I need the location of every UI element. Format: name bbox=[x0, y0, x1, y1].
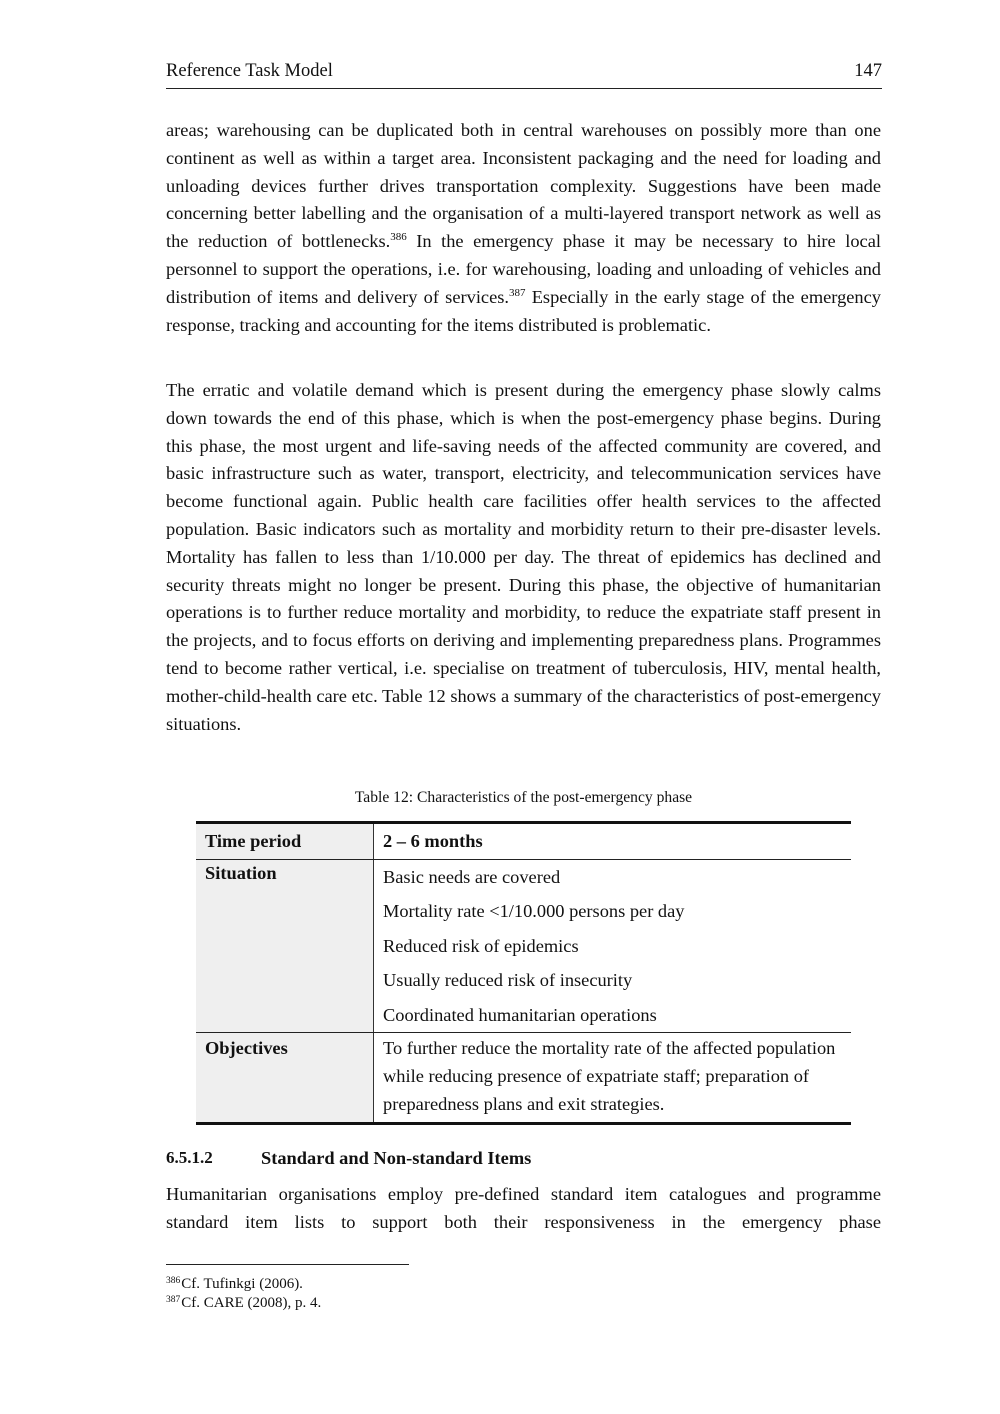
paragraph-text: areas; warehousing can be duplicated both in central warehouses on possibly more than one continent as well as within a target area. Inconsistent packaging and the need for loading and unloading devices further drives transportation complexity. Suggestions have been made concerning better labelling and the organisation of a multi-layered transport network as well as the reduction of bottlenecks.$^{386}$ In the emergency phase it may be necessary to hire local personnel to support the operations, i.e. for warehousing, loading and unloading of vehicles and distribution of items and delivery of services.$^{387}$ Especially in the early stage of the emergency response, tracking and accounting for the items distributed is problematic. bbox=[166, 120, 881, 335]
footnotes bbox=[166, 1275, 321, 1313]
section-heading bbox=[166, 1145, 531, 1171]
footnote-387: $^{387}$Cf. CARE (2008), p. 4. bbox=[166, 1295, 322, 1311]
characteristics-table bbox=[196, 821, 851, 1125]
running-header bbox=[166, 58, 882, 89]
situation-item: Usually reduced risk of insecurity bbox=[383, 970, 633, 991]
footnote-386: $^{386}$Cf. Tufinkgi (2006). bbox=[166, 1276, 303, 1292]
table-row-situation bbox=[196, 860, 851, 1033]
running-title: Reference Task Model bbox=[166, 61, 333, 81]
row-value: 2 – 6 months bbox=[374, 823, 852, 860]
paragraph-standard-items bbox=[166, 1181, 881, 1237]
row-label: Situation bbox=[196, 860, 374, 1033]
table-caption: Table 12: Characteristics of the post-emergency phase bbox=[354, 789, 693, 806]
footnote-ref-386[interactable]: 386 bbox=[390, 231, 407, 244]
situation-item: Mortality rate <1/10.000 persons per day bbox=[383, 901, 685, 922]
footnote-separator bbox=[166, 1264, 409, 1265]
row-label: Objectives bbox=[196, 1032, 374, 1123]
footnote-ref-387[interactable]: 387 bbox=[509, 286, 526, 299]
paragraph-transport bbox=[166, 117, 881, 339]
section-title: Standard and Non-standard Items bbox=[261, 1148, 532, 1168]
situation-item: Coordinated humanitarian operations bbox=[383, 1004, 657, 1025]
paragraph-post-emergency bbox=[166, 377, 881, 738]
page-number: 147 bbox=[854, 61, 882, 81]
table-row-time-period bbox=[196, 823, 851, 860]
situation-item: Basic needs are covered bbox=[383, 867, 561, 887]
paragraph-text: The erratic and volatile demand which is present during the emergency phase slowly calms down towards the end of this phase, which is when the post-emergency phase begins. During this phase, the most urgent and life-saving needs of the affected community are covered, and basic infrastructure such as water, transport, electricity, and telecommunication services have become functional again. Public health care facilities offer health services to the affected population. Basic indicators such as mortality and morbidity return to their pre-disaster levels. Mortality has fallen to less than 1/10.000 per day. The threat of epidemics has declined and security threats might no longer be present. During this phase, the objective of humanitarian operations is to further reduce mortality and morbidity, to reduce the expatriate staff present in the projects, and to focus efforts on deriving and implementing preparedness plans. Programmes tend to become rather vertical, i.e. specialise on treatment of tuberculosis, HIV, mental health, mother-child-health care etc. Table 12 shows a summary of the characteristics of post-emergency situations. bbox=[166, 380, 881, 734]
row-value-list bbox=[374, 860, 852, 1033]
situation-item: Reduced risk of epidemics bbox=[383, 935, 579, 956]
table-row-objectives bbox=[196, 1032, 851, 1123]
paragraph-text: Humanitarian organisations employ pre-defined standard item catalogues and programme standard item lists to support both their responsiveness in the emergency phase bbox=[166, 1184, 881, 1232]
row-label: Time period bbox=[196, 823, 374, 860]
row-value: To further reduce the mortality rate of the affected population while reducing presence of expatriate staff; preparation of preparedness plans and exit strategies. bbox=[374, 1032, 852, 1123]
section-number: 6.5.1.2 bbox=[166, 1148, 213, 1167]
